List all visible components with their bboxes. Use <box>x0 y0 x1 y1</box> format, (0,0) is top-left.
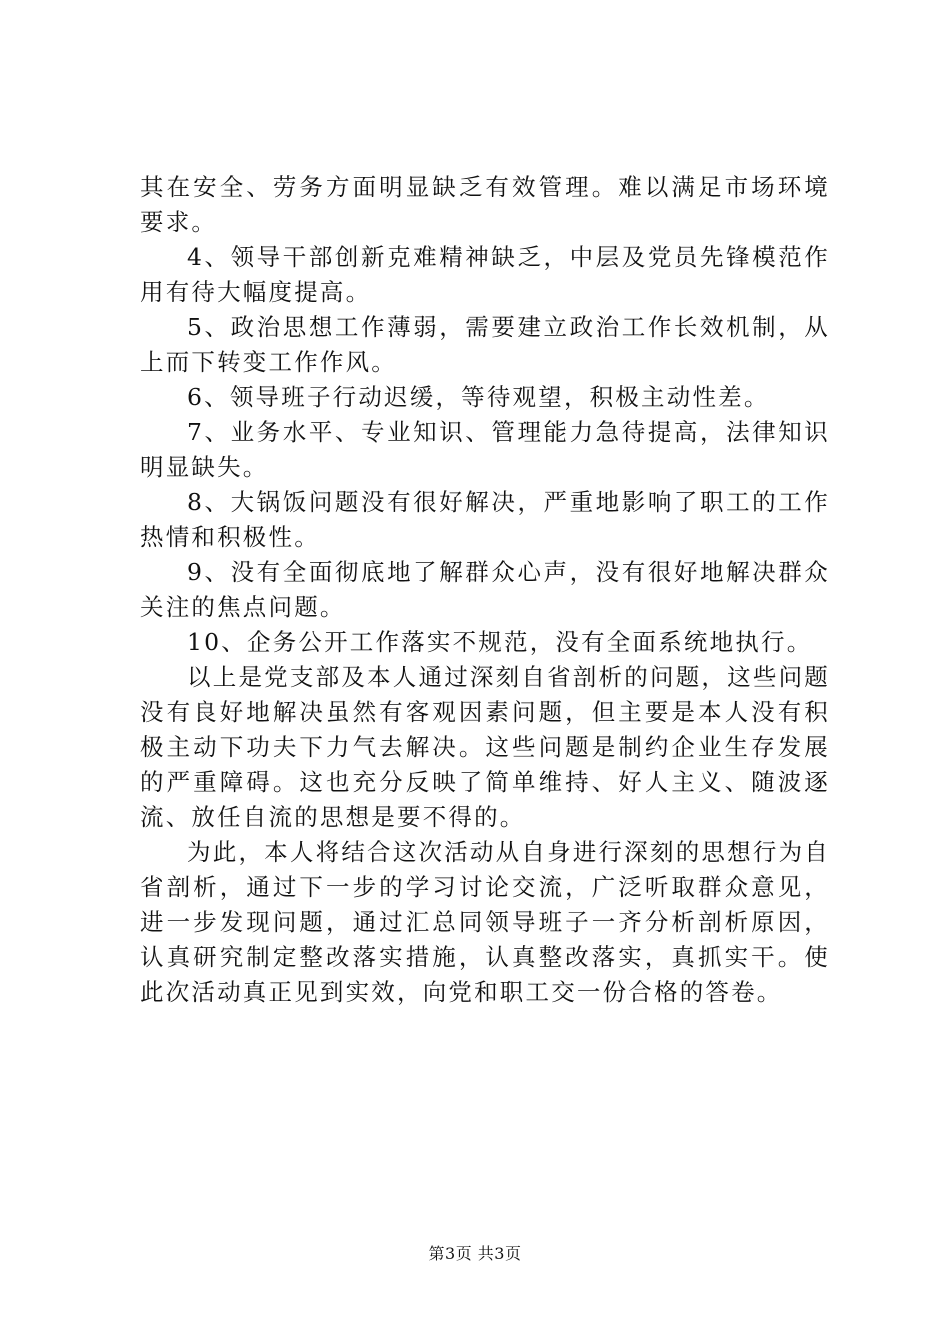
paragraph-item-6: 6、领导班子行动迟缓，等待观望，积极主动性差。 <box>187 383 770 411</box>
paragraph-item-10: 10、企务公开工作落实不规范，没有全面系统地执行。 <box>187 628 813 656</box>
document-body <box>140 170 830 1010</box>
paragraph-item-8: 8、大锅饭问题没有很好解决，严重地影响了职工的工作热情和积极性。 <box>140 488 830 551</box>
page-number-footer: 第3页 共3页 <box>428 1244 522 1263</box>
paragraph-item-7: 7、业务水平、专业知识、管理能力急待提高，法律知识明显缺失。 <box>140 418 830 481</box>
paragraph-item-9: 9、没有全面彻底地了解群众心声，没有很好地解决群众关注的焦点问题。 <box>140 558 830 621</box>
paragraph-conclusion: 为此，本人将结合这次活动从自身进行深刻的思想行为自省剖析，通过下一步的学习讨论交流，广泛听取群众意见，进一步发现问题，通过汇总同领导班子一齐分析剖析原因，认真研究制定整改落实措施，认真整改落实，真抓实干。使此次活动真正见到实效，向党和职工交一份合格的答卷。 <box>140 838 830 1006</box>
paragraph-item-5: 5、政治思想工作薄弱，需要建立政治工作长效机制，从上而下转变工作作风。 <box>140 313 830 376</box>
paragraph-summary: 以上是党支部及本人通过深刻自省剖析的问题，这些问题没有良好地解决虽然有客观因素问题，但主要是本人没有积极主动下功夫下力气去解决。这些问题是制约企业生存发展的严重障碍。这也充分反映了简单维持、好人主义、随波逐流、放任自流的思想是要不得的。 <box>140 663 830 831</box>
paragraph-continuation: 其在安全、劳务方面明显缺乏有效管理。难以满足市场环境要求。 <box>140 173 830 236</box>
paragraph-item-4: 4、领导干部创新克难精神缺乏，中层及党员先锋模范作用有待大幅度提高。 <box>140 243 830 306</box>
